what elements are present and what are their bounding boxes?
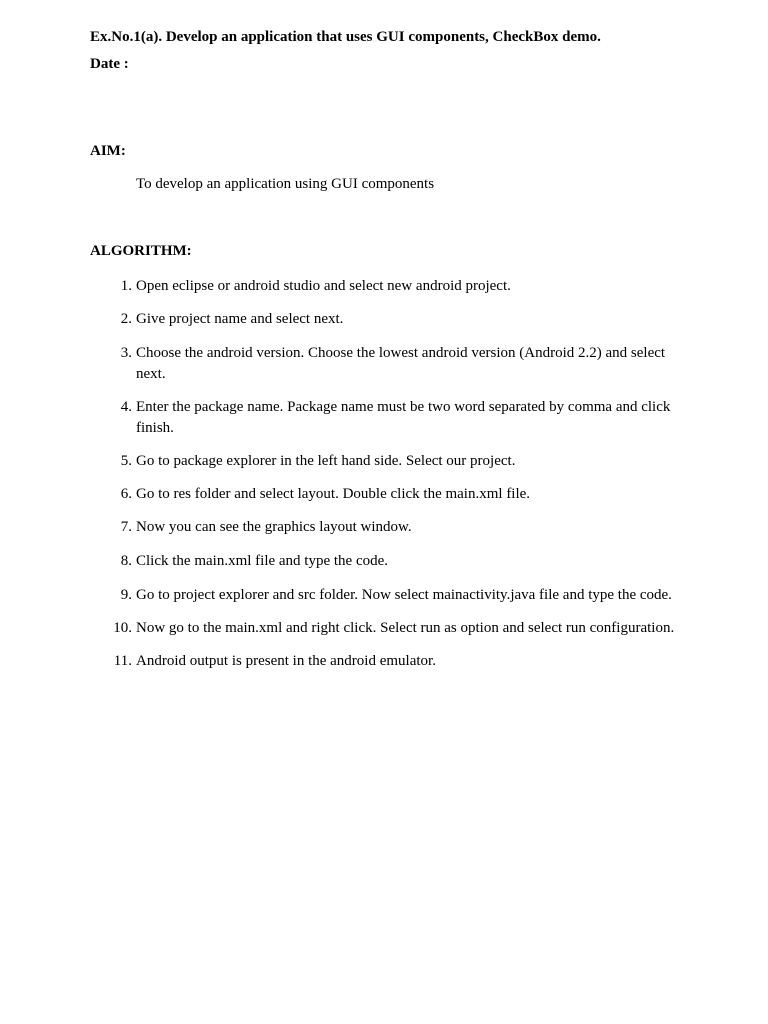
step-number: 11. xyxy=(113,653,132,669)
step-number: 9. xyxy=(120,587,132,603)
step-text: Now you can see the graphics layout window. xyxy=(136,519,412,535)
step-text: Android output is present in the android emulator. xyxy=(136,653,436,669)
step-text: Open eclipse or android studio and select new android project. xyxy=(136,278,511,294)
step-text: Give project name and select next. xyxy=(136,311,344,327)
step-number: 1. xyxy=(120,278,132,294)
aim-text: To develop an application using GUI components xyxy=(136,176,435,192)
step-number: 3. xyxy=(120,345,132,361)
step-text: Go to project explorer and src folder. Now select mainactivity.java file and type the code. xyxy=(136,587,672,603)
aim-heading: AIM: xyxy=(90,143,126,159)
step-number: 8. xyxy=(120,553,132,569)
date-label: Date : xyxy=(90,56,129,72)
step-text: Go to res folder and select layout. Double click the main.xml file. xyxy=(136,486,531,502)
step-text: Choose the android version. Choose the lowest android version (Android 2.2) and select next. xyxy=(136,345,666,382)
step-text: Go to package explorer in the left hand side. Select our project. xyxy=(136,453,516,469)
step-number: 4. xyxy=(120,399,132,415)
step-text: Now go to the main.xml and right click. Select run as option and select run configuration. xyxy=(136,620,675,636)
step-number: 5. xyxy=(120,453,132,469)
algorithm-heading: ALGORITHM: xyxy=(90,243,192,259)
exercise-title: Ex.No.1(a). Develop an application that uses GUI components, CheckBox demo. xyxy=(90,29,601,45)
step-text: Click the main.xml file and type the code. xyxy=(136,553,389,569)
step-number: 10. xyxy=(113,620,132,636)
step-text: Enter the package name. Package name must be two word separated by comma and click finish. xyxy=(136,399,671,436)
step-number: 6. xyxy=(120,486,132,502)
step-number: 2. xyxy=(120,311,132,327)
step-number: 7. xyxy=(120,519,132,535)
